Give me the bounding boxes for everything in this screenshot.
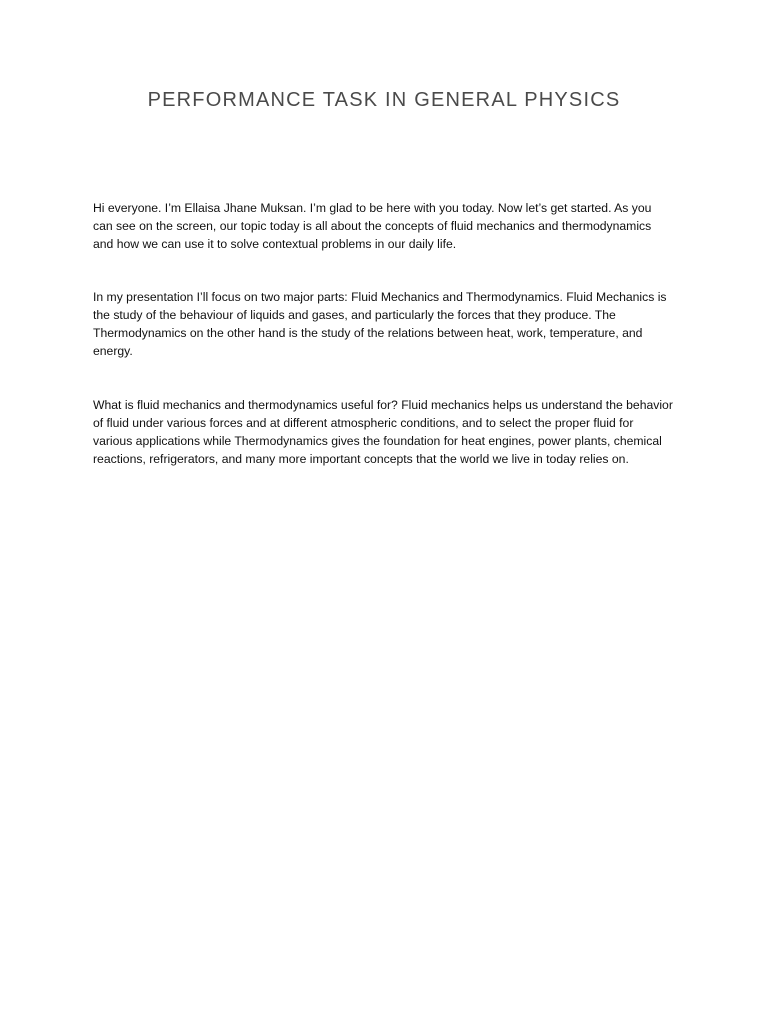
paragraph-introduction: Hi everyone. I’m Ellaisa Jhane Muksan. I’m glad to be here with you today. Now let’s get started. As you can see on the screen, our topic today is all about the concepts of fluid mechanics and thermodynamics and how we can use it to solve contextual problems in our daily life.	[93, 201, 652, 251]
document-title: PERFORMANCE TASK IN GENERAL PHYSICS	[147, 89, 621, 111]
paragraph-usefulness: What is fluid mechanics and thermodynamics useful for? Fluid mechanics helps us understand the behavior of fluid under various forces and at different atmospheric conditions, and to select the proper fluid for various applications while Thermodynamics gives the foundation for heat engines, power plants, chemical reactions, refrigerators, and many more important concepts that the world we live in today relies on.	[93, 398, 673, 466]
paragraph-major-parts: In my presentation I’ll focus on two major parts: Fluid Mechanics and Thermodynamics. Fluid Mechanics is the study of the behaviour of liquids and gases, and particularly the forces that they produce. The Thermodynamics on the other hand is the study of the relations between heat, work, temperature, and energy.	[93, 290, 667, 358]
